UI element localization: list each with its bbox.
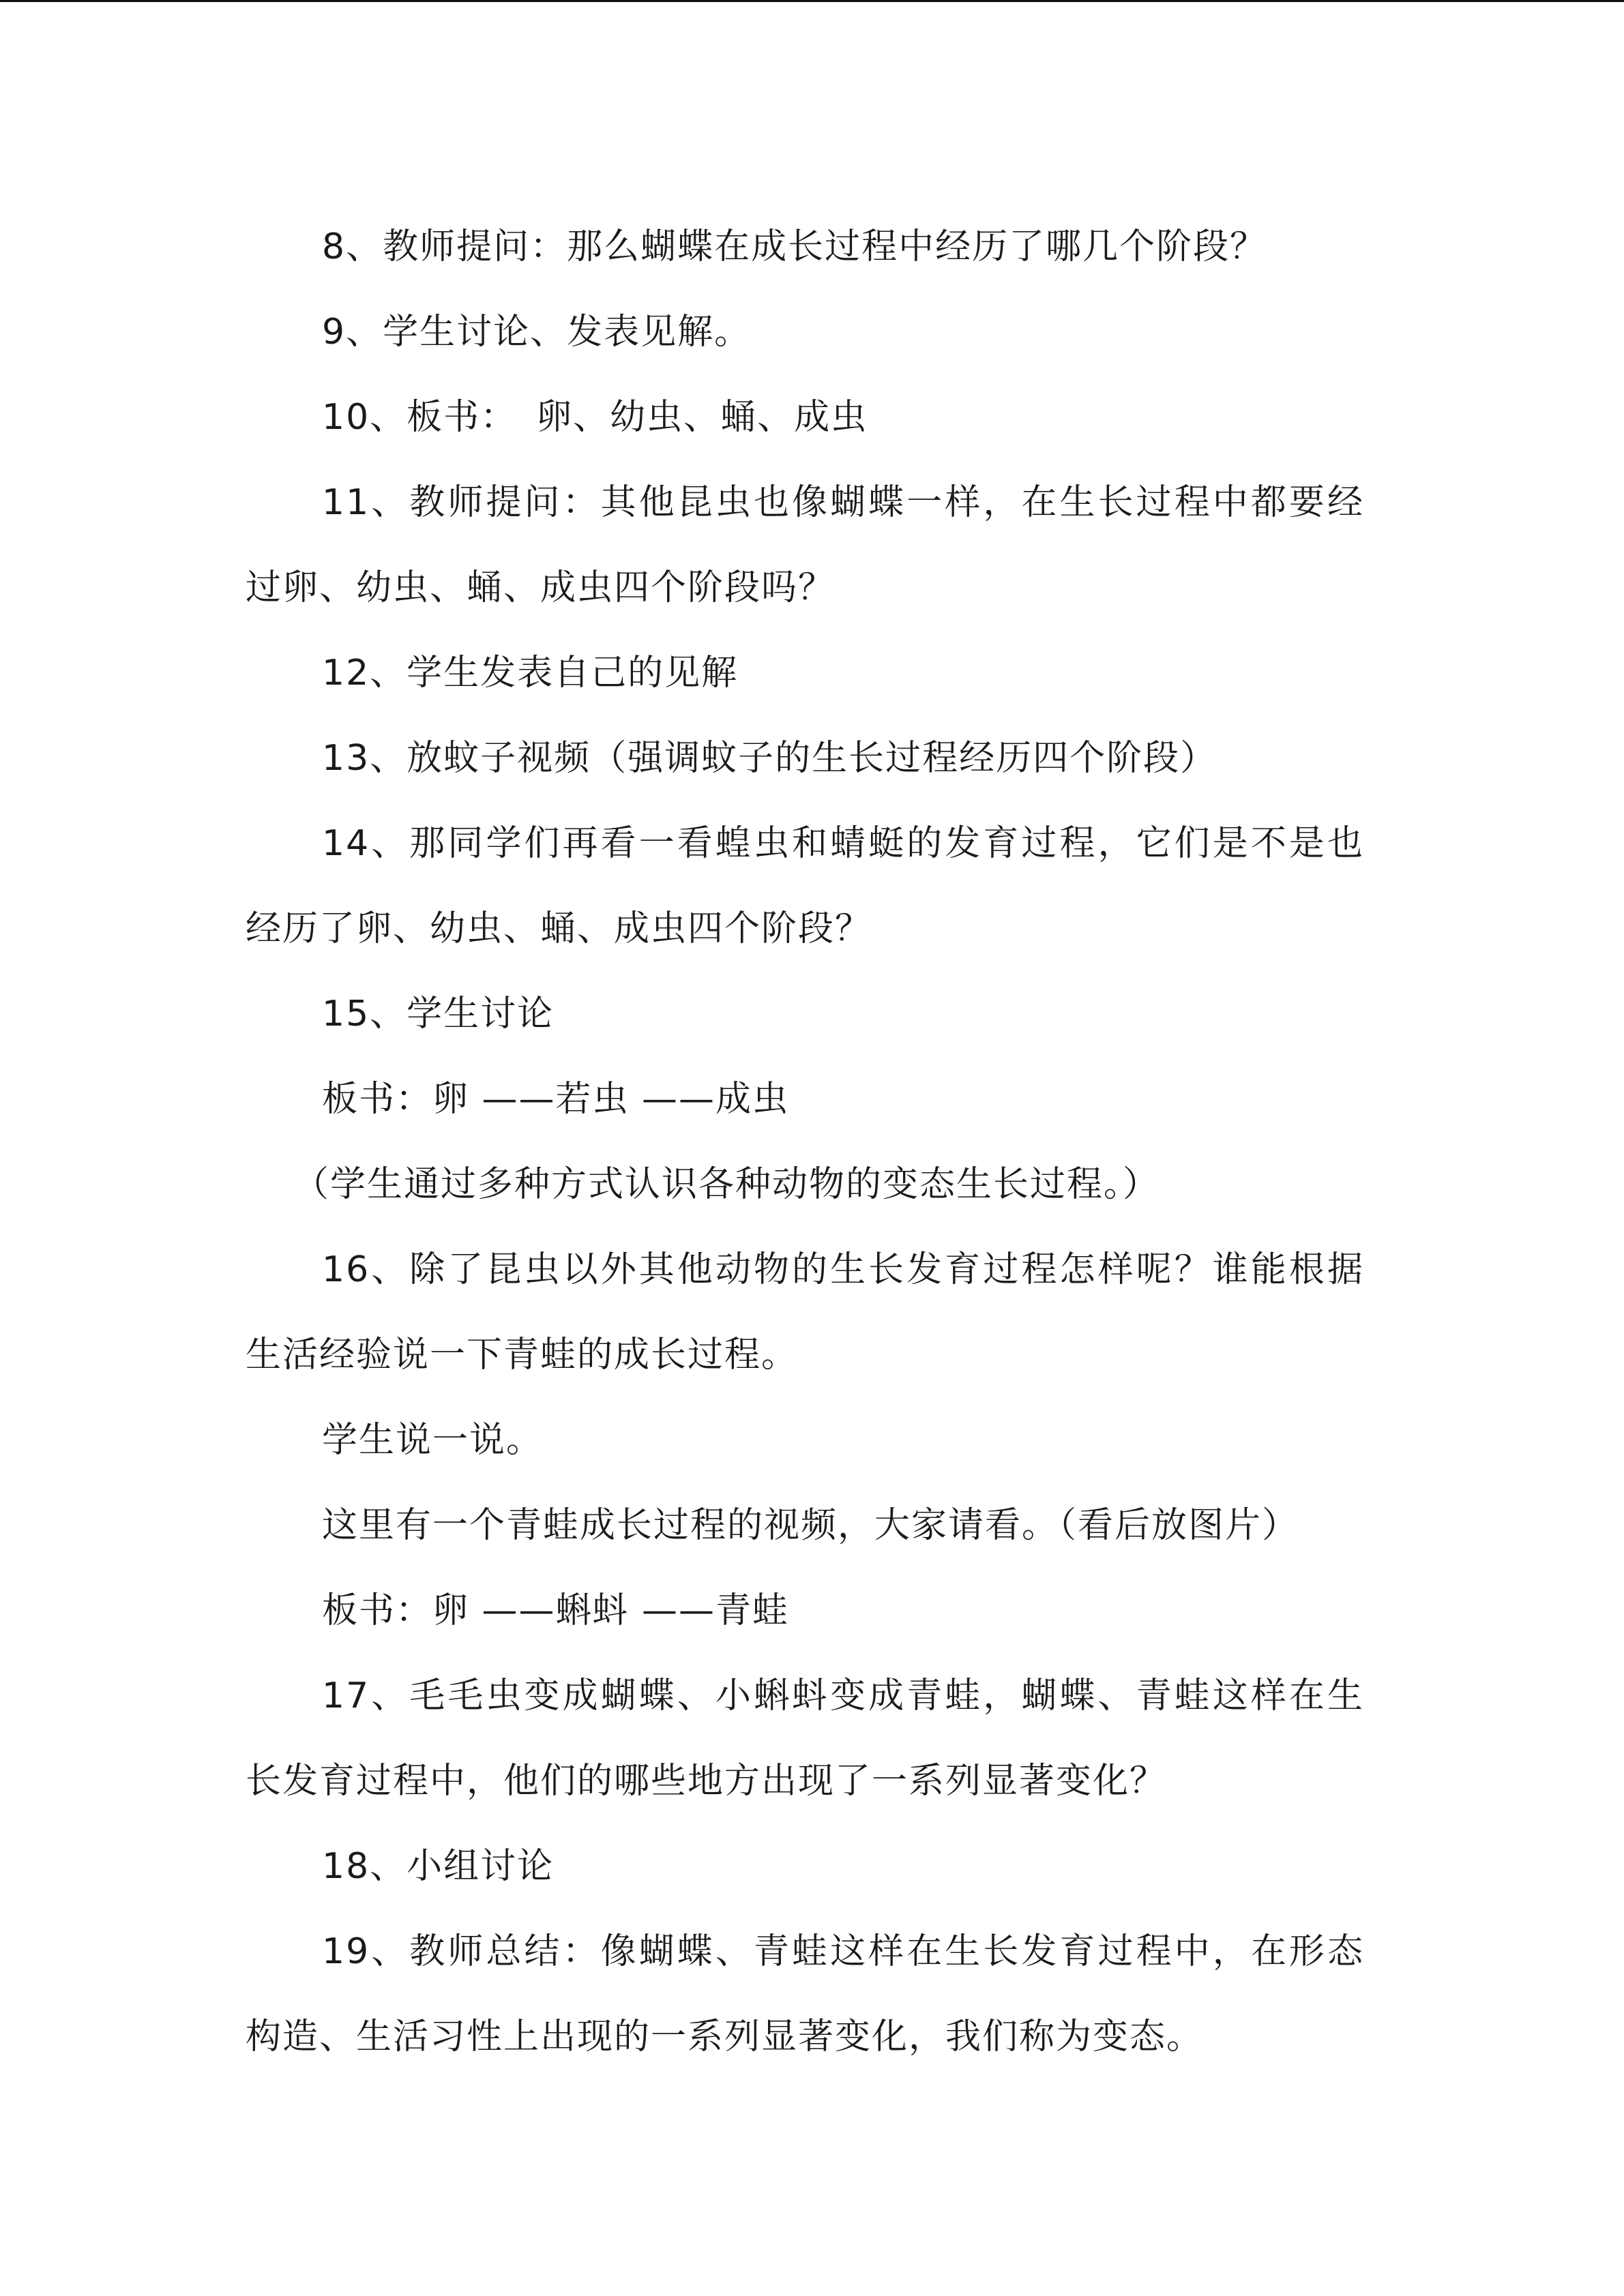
page-top-border — [0, 0, 1624, 2]
board-note-line: 板书：卵 ——蝌蚪 ——青蛙 — [322, 1590, 790, 1631]
paragraph-line: 11、教师提问：其他昆虫也像蝴蝶一样，在生长过程中都要经 — [322, 482, 1364, 523]
paragraph-line: 学生说一说。 — [322, 1420, 544, 1461]
paragraph-line: 构造、生活习性上出现的一系列显著变化，我们称为变态。 — [246, 2016, 1204, 2057]
document-body — [246, 205, 1364, 2080]
paragraph-line: 长发育过程中，他们的哪些地方出现了一系列显著变化？ — [246, 1761, 1167, 1802]
paragraph-line: 10、板书： 卵、幼虫、蛹、成虫 — [322, 397, 868, 438]
paragraph-line: 过卵、幼虫、蛹、成虫四个阶段吗？ — [246, 567, 836, 608]
paragraph-line: （学生通过多种方式认识各种动物的变态生长过程。） — [293, 1164, 1160, 1205]
paragraph-line: 13、放蚊子视频（强调蚊子的生长过程经历四个阶段） — [322, 738, 1217, 779]
board-note-line: 板书：卵 ——若虫 ——成虫 — [322, 1079, 790, 1120]
paragraph-line: 15、学生讨论 — [322, 994, 555, 1034]
paragraph-line: 8、教师提问：那么蝴蝶在成长过程中经历了哪几个阶段？ — [322, 226, 1267, 267]
paragraph-line: 16、除了昆虫以外其他动物的生长发育过程怎样呢？谁能根据 — [322, 1249, 1364, 1290]
paragraph-line: 19、教师总结：像蝴蝶、青蛙这样在生长发育过程中，在形态 — [322, 1931, 1364, 1972]
paragraph-line: 经历了卵、幼虫、蛹、成虫四个阶段？ — [246, 908, 872, 949]
paragraph-line: 14、那同学们再看一看蝗虫和蜻蜓的发育过程，它们是不是也 — [322, 823, 1364, 864]
paragraph-line: 生活经验说一下青蛙的成长过程。 — [246, 1335, 799, 1375]
paragraph-line: 这里有一个青蛙成长过程的视频，大家请看。（看后放图片） — [322, 1505, 1299, 1546]
paragraph-line: 17、毛毛虫变成蝴蝶、小蝌蚪变成青蛙，蝴蝶、青蛙这样在生 — [322, 1675, 1364, 1716]
paragraph-line: 9、学生讨论、发表见解。 — [322, 312, 752, 353]
paragraph-line: 12、学生发表自己的见解 — [322, 653, 739, 694]
paragraph-line: 18、小组讨论 — [322, 1846, 555, 1887]
